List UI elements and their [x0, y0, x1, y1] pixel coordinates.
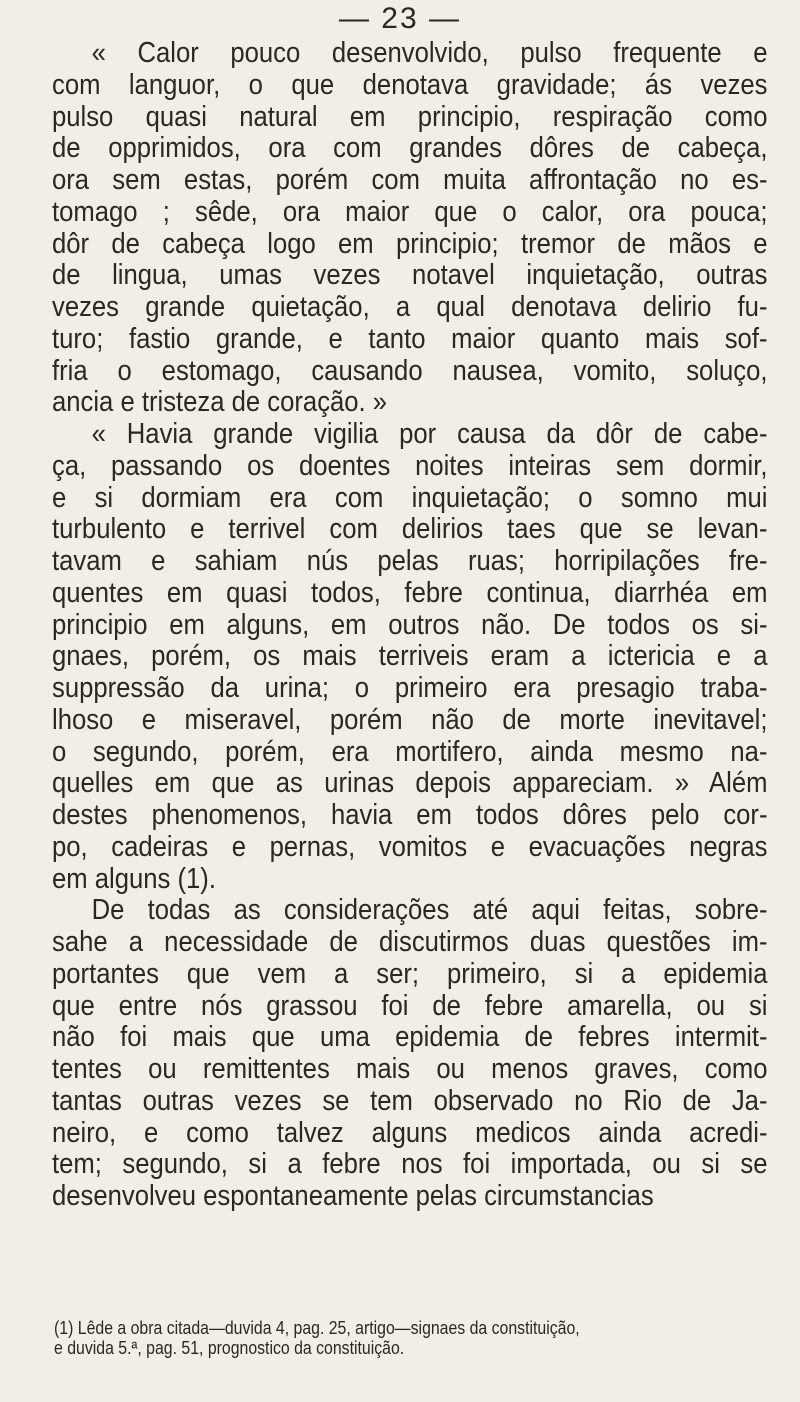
- text-line: principio em alguns, em outros não. De todos os si-: [52, 608, 768, 641]
- text-line: de opprimidos, ora com grandes dôres de cabeça,: [52, 132, 768, 165]
- text-line: tomago ; sêde, ora maior que o calor, ora pouca;: [52, 195, 768, 228]
- text-line: em alguns (1).: [52, 862, 216, 895]
- text-line: de lingua, umas vezes notavel inquietação, outras: [52, 259, 768, 292]
- text-line: fria o estomago, causando nausea, vomito, soluço,: [52, 354, 768, 387]
- text-line: suppressão da urina; o primeiro era presagio traba-: [52, 672, 768, 704]
- text-line: turbulento e terrivel com delirios taes que se levan-: [52, 513, 768, 546]
- text-line: o segundo, porém, era mortifero, ainda mesmo na-: [52, 735, 768, 768]
- text-line: ça, passando os doentes noites inteiras sem dormir,: [52, 449, 768, 482]
- text-line: quelles em que as urinas depois appareciam. » Além: [52, 767, 768, 800]
- text-line: quentes em quasi todos, febre continua, diarrhéa em: [52, 576, 768, 609]
- text-line: destes phenomenos, havia em todos dôres pelo cor-: [52, 799, 768, 831]
- text-line: tem; segundo, si a febre nos foi importada, ou si se: [52, 1148, 768, 1181]
- footnotes: [54, 1318, 770, 1358]
- text-line: tavam e sahiam nús pelas ruas; horripilações fre-: [52, 545, 768, 577]
- text-line: gnaes, porém, os mais terriveis eram a ictericia e a: [52, 640, 768, 673]
- text-line: neiro, e como talvez alguns medicos ainda acredi-: [52, 1116, 768, 1149]
- text-line: « Havia grande vigilia por causa da dôr de cabe-: [91, 418, 768, 450]
- text-line: que entre nós grassou foi de febre amarella, ou si: [52, 989, 768, 1022]
- footnote-line: e duvida 5.ª, pag. 51, prognostico da constituição.: [54, 1338, 405, 1358]
- text-line: turo; fastio grande, e tanto maior quanto mais sof-: [52, 322, 768, 355]
- text-line: portantes que vem a ser; primeiro, si a epidemia: [52, 957, 768, 990]
- text-line: lhoso e miseravel, porém não de morte inevitavel;: [52, 703, 768, 736]
- text-line: e si dormiam era com inquietação; o somno mui: [52, 481, 768, 514]
- footnote-line: (1) Lêde a obra citada—duvida 4, pag. 25, artigo—signaes da constituição,: [54, 1318, 580, 1338]
- text-line: tentes ou remittentes mais ou menos graves, como: [52, 1053, 768, 1085]
- text-line: desenvolveu espontaneamente pelas circumstancias: [52, 1180, 654, 1212]
- text-line: dôr de cabeça logo em principio; tremor de mãos e: [52, 227, 768, 260]
- text-line: De todas as considerações até aqui feitas, sobre-: [91, 894, 768, 927]
- text-line: pulso quasi natural em principio, respiração como: [52, 100, 768, 133]
- text-line: po, cadeiras e pernas, vomitos e evacuações negras: [52, 830, 768, 863]
- text-line: ancia e tristeza de coração. »: [52, 386, 388, 419]
- text-line: ora sem estas, porém com muita affrontação no es-: [52, 164, 768, 196]
- page-number: — 23 —: [338, 2, 462, 35]
- body-text: [52, 38, 768, 1213]
- text-line: com languor, o que denotava gravidade; ás vezes: [52, 68, 768, 101]
- text-line: não foi mais que uma epidemia de febres intermit-: [52, 1021, 768, 1054]
- text-line: « Calor pouco desenvolvido, pulso frequente e: [91, 37, 768, 69]
- text-line: tantas outras vezes se tem observado no Rio de Ja-: [52, 1084, 768, 1117]
- text-line: sahe a necessidade de discutirmos duas questões im-: [52, 926, 768, 958]
- text-line: vezes grande quietação, a qual denotava delirio fu-: [52, 291, 768, 323]
